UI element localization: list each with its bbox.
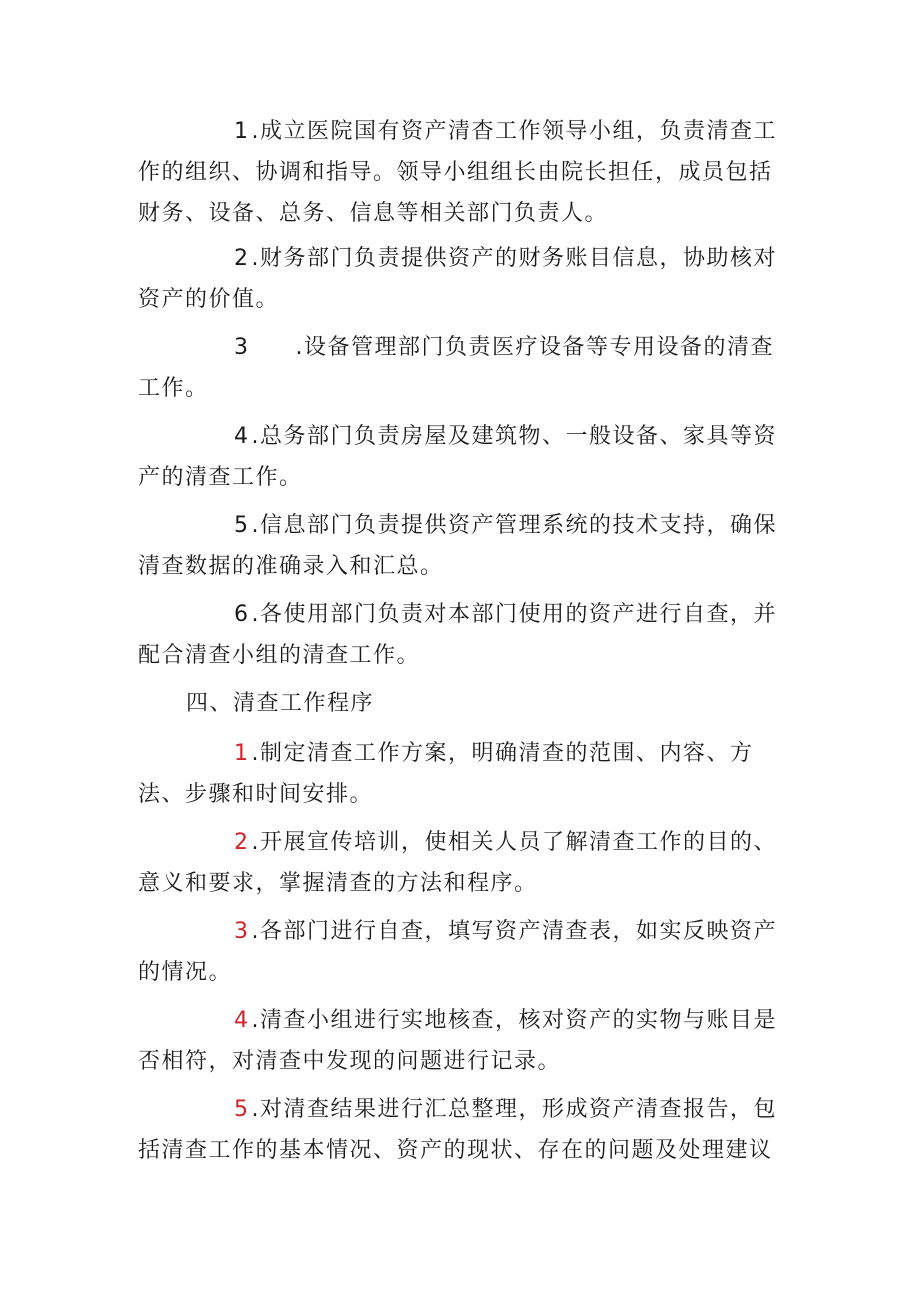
item-number: 3	[234, 335, 250, 360]
item-text: .财务部门负责提供资产的财务账目信息，协助核对资产的价值。	[138, 246, 777, 312]
section-heading: 四、清查工作程序	[186, 691, 375, 716]
item-number: 1	[234, 119, 250, 144]
responsibility-item-1	[138, 111, 786, 234]
item-text: .信息部门负责提供资产管理系统的技术支持，确保清查数据的准确录入和汇总。	[138, 513, 777, 579]
item-number: 3	[234, 919, 250, 944]
item-text: .总务部门负责房屋及建筑物、一般设备、家具等资产的清查工作。	[138, 424, 777, 490]
procedure-item-4	[138, 1000, 786, 1082]
responsibility-item-6	[138, 594, 786, 676]
item-text: .设备管理部门负责医疗设备等专用设备的清查工作。	[138, 335, 774, 401]
item-number: 6	[234, 602, 250, 627]
item-text: .开展宣传培训，使相关人员了解清查工作的目的、意义和要求，掌握清查的方法和程序。	[138, 830, 777, 896]
item-number: 1	[234, 741, 250, 766]
item-text: .各使用部门负责对本部门使用的资产进行自查，并配合清查小组的清查工作。	[138, 602, 777, 668]
item-number: 5	[234, 1097, 250, 1122]
item-text: .对清查结果进行汇总整理，形成资产清查报告，包括清查工作的基本情况、资产的现状、存在的问题及处理建议	[138, 1097, 777, 1163]
responsibility-item-5	[138, 505, 786, 587]
item-text: .各部门进行自查，填写资产清查表，如实反映资产的情况。	[138, 919, 777, 985]
item-number: 4	[234, 424, 250, 449]
item-number: 2	[234, 830, 250, 855]
procedure-item-2	[138, 822, 786, 904]
procedure-item-1	[138, 733, 786, 815]
responsibility-item-3	[138, 327, 786, 409]
procedure-item-3	[138, 911, 786, 993]
responsibility-item-2	[138, 238, 786, 320]
item-text: .清查小组进行实地核查，核对资产的实物与账目是否相符，对清查中发现的问题进行记录。	[138, 1008, 777, 1074]
procedure-item-5	[138, 1089, 786, 1171]
item-number: 5	[234, 513, 250, 538]
item-text: .制定清查工作方案，明确清查的范围、内容、方法、步骤和时间安排。	[138, 741, 754, 807]
item-text: .成立医院国有资产清杳工作领导小组，负责清查工作的组织、协调和指导。领导小组组长由院长担任，成员包括财务、设备、总务、信息等相关部门负责人。	[138, 119, 777, 226]
responsibility-item-4	[138, 416, 786, 498]
item-number: 4	[234, 1008, 250, 1033]
item-number: 2	[234, 246, 250, 271]
